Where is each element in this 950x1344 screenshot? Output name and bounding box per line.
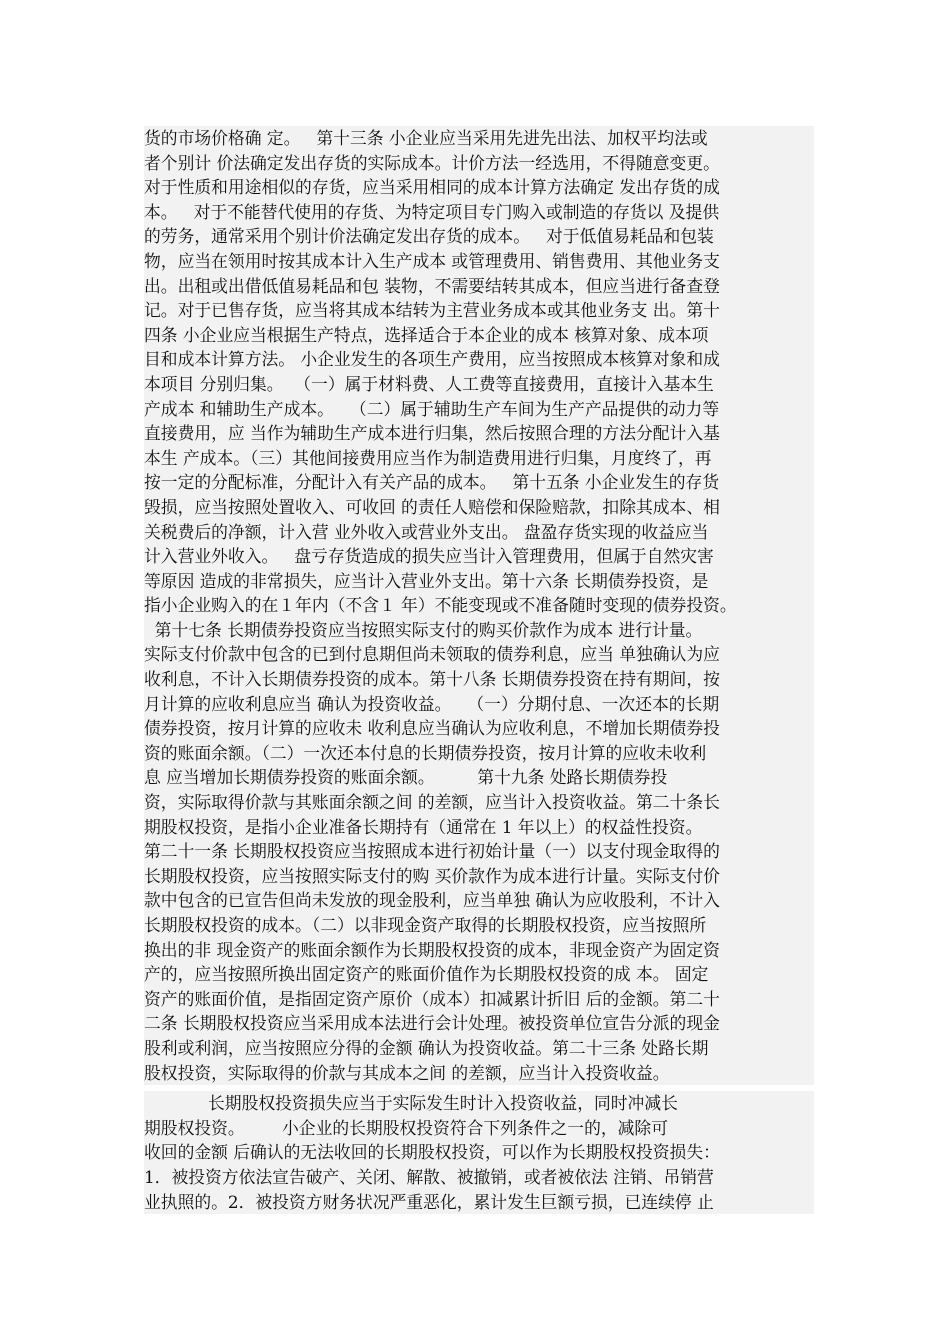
text-line: 等原因 造成的非常损失，应当计入营业外支出。第十六条 长期债券投资，是 [144, 569, 814, 594]
text-line: 换出的非 现金资产的账面余额作为长期股权投资的成本，非现金资产为固定资 [144, 938, 814, 963]
text-line: 资，实际取得价款与其账面余额之间 的差额，应当计入投资收益。第二十条长 [144, 790, 814, 815]
text-line: 长期股权投资，应当按照实际支付的购 买价款作为成本进行计量。实际支付价 [144, 864, 814, 889]
text-line: 指小企业购入的在１年内（不含１ 年）不能变现或不准备随时变现的债券投资。 [144, 593, 814, 618]
text-line: 本项目 分别归集。 （一）属于材料费、人工费等直接费用，直接计入基本生 [144, 372, 814, 397]
text-line: 产的，应当按照所换出固定资产的账面价值作为长期股权投资的成 本。 固定 [144, 962, 814, 987]
text-line: 目和成本计算方法。 小企业发生的各项生产费用，应当按照成本核算对象和成 [144, 347, 814, 372]
text-line: 的劳务，通常采用个别计价法确定发出存货的成本。 对于低值易耗品和包装 [144, 224, 814, 249]
body-text [144, 126, 814, 1214]
text-line: 业执照的。2．被投资方财务状况严重恶化，累计发生巨额亏损，已连续停 止 [144, 1190, 814, 1215]
text-line: 债券投资，按月计算的应收未 收利息应当确认为应收利息，不增加长期债券投 [144, 716, 814, 741]
text-line: 直接费用，应 当作为辅助生产成本进行归集，然后按照合理的方法分配计入基 [144, 421, 814, 446]
text-line: 实际支付价款中包含的已到付息期但尚未领取的债券利息，应当 单独确认为应 [144, 642, 814, 667]
text-line: 收回的金额 后确认的无法收回的长期股权投资，可以作为长期股权投资损失： [144, 1140, 814, 1165]
text-line: 第二十一条 长期股权投资应当按照成本进行初始计量（一）以支付现金取得的 [144, 839, 814, 864]
text-line: 记。对于已售存货，应当将其成本结转为主营业务成本或其他业务支 出。第十 [144, 298, 814, 323]
text-line: 长期股权投资损失应当于实际发生时计入投资收益，同时冲减长 [144, 1091, 814, 1116]
text-line: 股权投资，实际取得的价款与其成本之间 的差额，应当计入投资收益。 [144, 1061, 814, 1086]
text-line: 出。出租或出借低值易耗品和包 装物，不需要结转其成本，但应当进行备查登 [144, 274, 814, 299]
text-line: 者个别计 价法确定发出存货的实际成本。计价方法一经选用，不得随意变更。 [144, 151, 814, 176]
text-line: 款中包含的已宣告但尚未发放的现金股利，应当单独 确认为应收股利，不计入 [144, 888, 814, 913]
text-line: 毁损，应当按照处置收入、可收回 的责任人赔偿和保险赔款，扣除其成本、相 [144, 495, 814, 520]
text-line: 按一定的分配标准，分配计入有关产品的成本。 第十五条 小企业发生的存货 [144, 470, 814, 495]
text-line: 四条 小企业应当根据生产特点，选择适合于本企业的成本 核算对象、成本项 [144, 323, 814, 348]
text-line: 月计算的应收利息应当 确认为投资收益。 （一）分期付息、一次还本的长期 [144, 692, 814, 717]
text-line: 期股权投资。 小企业的长期股权投资符合下列条件之一的，减除可 [144, 1116, 814, 1141]
text-line: 对于性质和用途相似的存货，应当采用相同的成本计算方法确定 发出存货的成 [144, 175, 814, 200]
text-line: 计入营业外收入。 盘亏存货造成的损失应当计入管理费用，但属于自然灾害 [144, 544, 814, 569]
text-line: 收利息，不计入长期债券投资的成本。第十八条 长期债券投资在持有期间，按 [144, 667, 814, 692]
text-line: 货的市场价格确 定。 第十三条 小企业应当采用先进先出法、加权平均法或 [144, 126, 814, 151]
text-line: 1．被投资方依法宣告破产、关闭、解散、被撤销，或者被依法 注销、吊销营 [144, 1165, 814, 1190]
text-line: 二条 长期股权投资应当采用成本法进行会计处理。被投资单位宣告分派的现金 [144, 1011, 814, 1036]
text-line: 本。 对于不能替代使用的存货、为特定项目专门购入或制造的存货以 及提供 [144, 200, 814, 225]
text-line: 股利或利润，应当按照应分得的金额 确认为投资收益。第二十三条 处路长期 [144, 1036, 814, 1061]
text-line: 本生 产成本。（三）其他间接费用应当作为制造费用进行归集，月度终了，再 [144, 446, 814, 471]
text-line: 关税费后的净额，计入营 业外收入或营业外支出。 盘盈存货实现的收益应当 [144, 520, 814, 545]
text-line: 息 应当增加长期债券投资的账面余额。 第十九条 处路长期债券投 [144, 765, 814, 790]
text-line: 资的账面余额。（二）一次还本付息的长期债券投资，按月计算的应收未收利 [144, 741, 814, 766]
text-line: 物，应当在领用时按其成本计入生产成本 或管理费用、销售费用、其他业务支 [144, 249, 814, 274]
text-line: 产成本 和辅助生产成本。 （二）属于辅助生产车间为生产产品提供的动力等 [144, 397, 814, 422]
text-line: 第十七条 长期债券投资应当按照实际支付的购买价款作为成本 进行计量。 [144, 618, 814, 643]
text-line: 期股权投资，是指小企业准备长期持有（通常在 1 年以上）的权益性投资。 [144, 815, 814, 840]
text-line: 长期股权投资的成本。（二）以非现金资产取得的长期股权投资，应当按照所 [144, 913, 814, 938]
text-line: 资产的账面价值，是指固定资产原价（成本）扣减累计折旧 后的金额。第二十 [144, 987, 814, 1012]
